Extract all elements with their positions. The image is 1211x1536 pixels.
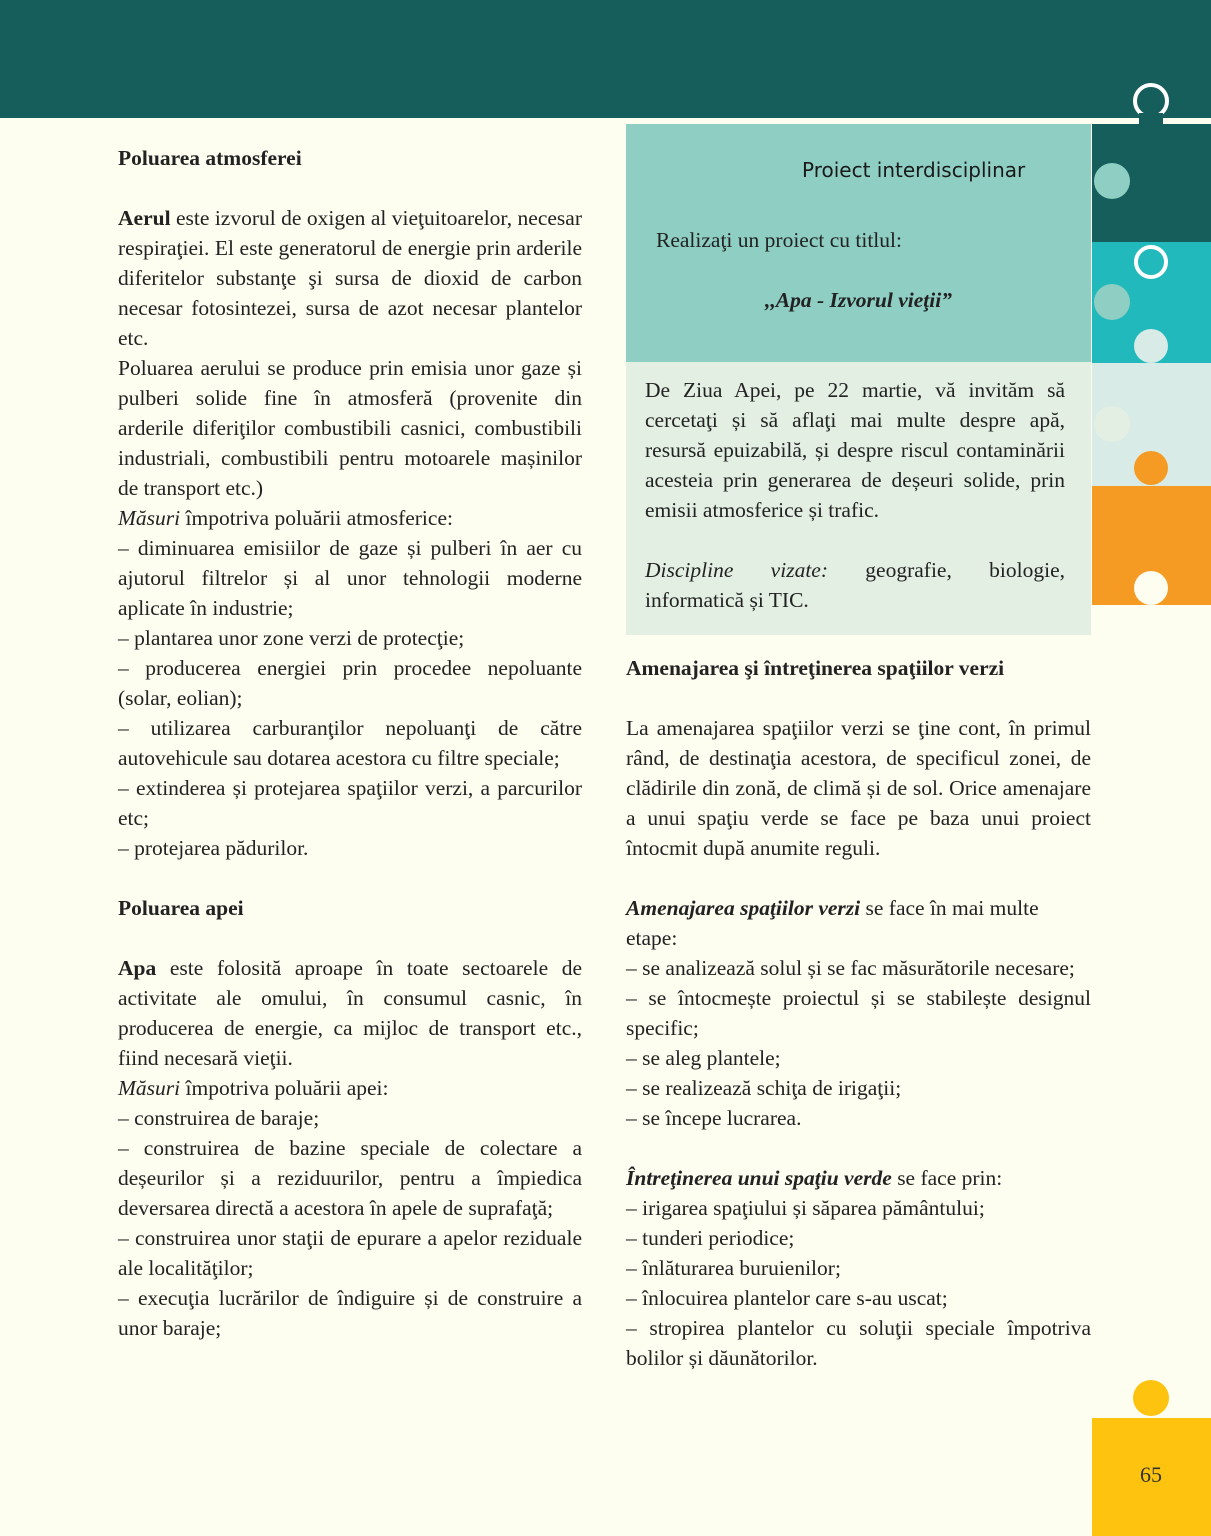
paragraph-air: Aerul este izvorul de oxigen al vieţuitoarelor, necesar respiraţiei. El este generatorul de energie prin arderile diferitelor substanţe şi sursa de dioxid de carbon necesar fotosintezei, sursa de azot necesar plantelor etc. bbox=[118, 206, 582, 350]
list-item: – stropirea plantelor cu soluţii speciale împotriva bolilor și dăunătorilor. bbox=[626, 1316, 1091, 1370]
project-quote: ,,Apa - Izvorul vieţii” bbox=[765, 288, 952, 312]
list-item: – înlocuirea plantelor care s-au uscat; bbox=[626, 1286, 948, 1310]
list-item: – se începe lucrarea. bbox=[626, 1106, 802, 1130]
list-item: – producerea energiei prin procedee nepoluante (solar, eolian); bbox=[118, 656, 582, 710]
list-item: – tunderi periodice; bbox=[626, 1226, 795, 1250]
list-item: – extinderea și protejarea spaţiilor verzi, a parcurilor etc; bbox=[118, 776, 582, 830]
green-maintenance-intro: Întreţinerea unui spaţiu verde se face prin: bbox=[626, 1166, 1003, 1190]
heading-water-pollution: Poluarea apei bbox=[118, 896, 244, 920]
list-item: – utilizarea carburanţilor nepoluanţi de către autovehicule sau dotarea acestora cu filtre speciale; bbox=[118, 716, 582, 770]
page-number: 65 bbox=[1140, 1462, 1162, 1487]
list-item: – diminuarea emisiilor de gaze și pulberi în aer cu ajutorul filtrelor și al unor tehnologii moderne aplicate în industrie; bbox=[118, 536, 582, 620]
list-item: – construirea de bazine speciale de colectare a deșeurilor și a reziduurilor, pentru a împiedica deversarea directă a acestora în apele de suprafaţă; bbox=[118, 1136, 582, 1220]
list-item: – plantarea unor zone verzi de protecţie; bbox=[118, 626, 465, 650]
paragraph-air-pollution: Poluarea aerului se produce prin emisia unor gaze și pulberi solide fine în atmosferă (provenite din arderile diferiţilor combustibili casnici, combustibili industriali, combustibili pentru motoarele mașinilor de transport etc.) bbox=[118, 356, 582, 500]
list-item: – execuţia lucrărilor de îndiguire și de construire a unor baraje; bbox=[118, 1286, 582, 1340]
header-bar bbox=[0, 0, 1211, 118]
right-column bbox=[626, 653, 1091, 1373]
green-stages-intro: Amenajarea spaţiilor verzi se face în mai multe etape: bbox=[626, 896, 1039, 950]
list-item: – construirea de baraje; bbox=[118, 1106, 320, 1130]
water-measures-intro: Măsuri împotriva poluării apei: bbox=[118, 1076, 389, 1100]
heading-green-spaces: Amenajarea şi întreţinerea spaţiilor verzi bbox=[626, 656, 1005, 680]
paragraph-water: Apa este folosită aproape în toate sectoarele de activitate ale omului, în consumul casnic, în producerea de energie, ca mijloc de transport etc., fiind necesară vieţii. bbox=[118, 956, 582, 1070]
project-box-header bbox=[626, 124, 1091, 362]
project-disciplines: Discipline vizate: geografie, biologie, informatică și TIC. bbox=[645, 558, 1065, 612]
list-item: – se analizează solul și se fac măsurătorile necesare; bbox=[626, 956, 1075, 980]
list-item: – construirea unor staţii de epurare a apelor reziduale ale localităţilor; bbox=[118, 1226, 582, 1280]
project-instruction: Realizaţi un proiect cu titlul: bbox=[656, 228, 902, 252]
left-column bbox=[118, 143, 582, 1343]
paragraph-green-spaces: La amenajarea spaţiilor verzi se ţine cont, în primul rând, de destinaţia acestora, de specificul zonei, de clădirile din zonă, de climă și de sol. Orice amenajare a unui spaţiu verde se face pe baza unui proiect întocmit după anumite reguli. bbox=[626, 716, 1091, 860]
project-description: De Ziua Apei, pe 22 martie, vă invităm să cercetaţi și să aflaţi mai multe despre apă, resursă epuizabilă, și despre riscul contaminării acesteia prin generarea de deșeuri solide, prin emisii atmosferice și trafic. bbox=[645, 378, 1065, 522]
list-item: – se realizează schiţa de irigaţii; bbox=[626, 1076, 902, 1100]
list-item: – înlăturarea buruienilor; bbox=[626, 1256, 841, 1280]
air-measures-intro: Măsuri împotriva poluării atmosferice: bbox=[118, 506, 453, 530]
project-box-body bbox=[626, 362, 1091, 635]
list-item: – irigarea spaţiului și săparea pământului; bbox=[626, 1196, 985, 1220]
list-item: – se aleg plantele; bbox=[626, 1046, 781, 1070]
heading-air-pollution: Poluarea atmosferei bbox=[118, 146, 302, 170]
project-title: Proiect interdisciplinar bbox=[802, 158, 1026, 182]
list-item: – se întocmește proiectul și se stabilește designul specific; bbox=[626, 986, 1091, 1040]
list-item: – protejarea pădurilor. bbox=[118, 836, 309, 860]
